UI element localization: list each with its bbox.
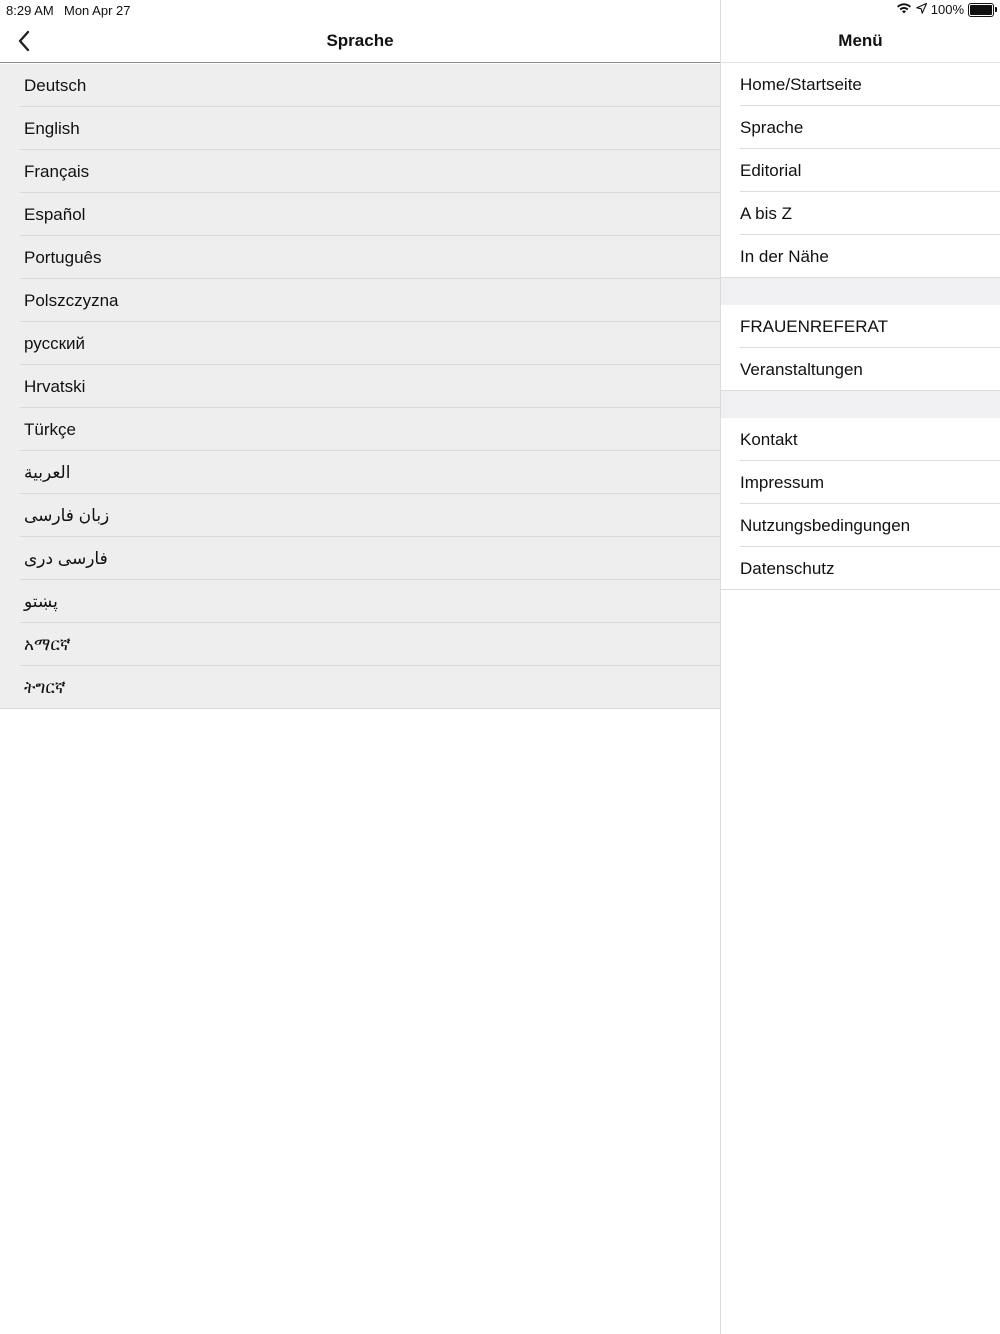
menu-item-editorial[interactable]: [721, 149, 1000, 192]
language-label: አማርኛ: [24, 635, 71, 654]
battery-percent: 100%: [930, 2, 964, 17]
language-item[interactable]: [0, 666, 720, 709]
menu-item-home[interactable]: [721, 63, 1000, 106]
menu-item-label: Impressum: [740, 473, 825, 492]
menu-item-label: Editorial: [740, 161, 802, 180]
menu-group-organization: [721, 305, 1000, 391]
location-arrow-icon: [916, 2, 927, 17]
language-label: فارسی دری: [24, 549, 108, 568]
status-time: 8:29 AM: [6, 3, 54, 18]
menu-item-label: Sprache: [740, 118, 804, 137]
menu-item-label: Nutzungsbedingungen: [740, 516, 911, 535]
language-navbar: [0, 20, 720, 63]
language-label: Polszczyzna: [24, 291, 119, 310]
page-title: Sprache: [326, 31, 394, 50]
language-list: [0, 64, 720, 709]
language-label: Deutsch: [24, 76, 87, 95]
language-item[interactable]: [0, 150, 720, 193]
menu-group-main: [721, 63, 1000, 278]
language-item[interactable]: [0, 365, 720, 408]
status-bar: [0, 0, 1000, 20]
language-label: ትግርኛ: [24, 678, 66, 697]
language-item[interactable]: [0, 193, 720, 236]
language-item[interactable]: [0, 64, 720, 107]
menu-item-frauenreferat[interactable]: [721, 305, 1000, 348]
wifi-icon: [896, 2, 912, 17]
menu-item-datenschutz[interactable]: [721, 547, 1000, 590]
language-label: Español: [24, 205, 86, 224]
status-date: Mon Apr 27: [64, 3, 131, 18]
language-item[interactable]: [0, 279, 720, 322]
menu-panel: [721, 0, 1000, 1334]
menu-item-label: In der Nähe: [740, 247, 829, 266]
language-item[interactable]: [0, 236, 720, 279]
language-label: Hrvatski: [24, 377, 86, 396]
menu-item-sprache[interactable]: [721, 106, 1000, 149]
menu-section-spacer: [721, 278, 1000, 305]
menu-title: Menü: [838, 31, 883, 50]
menu-item-label: Datenschutz: [740, 559, 835, 578]
language-item[interactable]: [0, 537, 720, 580]
menu-item-impressum[interactable]: [721, 461, 1000, 504]
menu-item-label: A bis Z: [740, 204, 792, 223]
menu-group-info: [721, 418, 1000, 590]
menu-item-label: Home/Startseite: [740, 75, 862, 94]
language-item[interactable]: [0, 322, 720, 365]
language-label: русский: [24, 334, 86, 353]
language-item[interactable]: [0, 408, 720, 451]
menu-navbar: [721, 20, 1000, 63]
status-right: [896, 2, 994, 17]
language-item[interactable]: [0, 451, 720, 494]
language-item[interactable]: [0, 107, 720, 150]
language-item[interactable]: [0, 494, 720, 537]
menu-item-kontakt[interactable]: [721, 418, 1000, 461]
menu-item-in-der-naehe[interactable]: [721, 235, 1000, 278]
language-label: زبان فارسی: [24, 506, 110, 525]
language-label: Türkçe: [24, 420, 76, 439]
language-item[interactable]: [0, 623, 720, 666]
menu-item-label: FRAUENREFERAT: [740, 317, 888, 336]
menu-item-label: Kontakt: [740, 430, 798, 449]
language-label: العربية: [24, 463, 71, 482]
language-label: Français: [24, 162, 90, 181]
menu-item-a-bis-z[interactable]: [721, 192, 1000, 235]
menu-item-nutzungsbedingungen[interactable]: [721, 504, 1000, 547]
language-label: English: [24, 119, 80, 138]
menu-item-label: Veranstaltungen: [740, 360, 863, 379]
language-label: پښتو: [24, 592, 58, 611]
menu-section-spacer: [721, 391, 1000, 418]
battery-icon: [968, 3, 994, 17]
language-label: Português: [24, 248, 102, 267]
language-item[interactable]: [0, 580, 720, 623]
menu-item-veranstaltungen[interactable]: [721, 348, 1000, 391]
